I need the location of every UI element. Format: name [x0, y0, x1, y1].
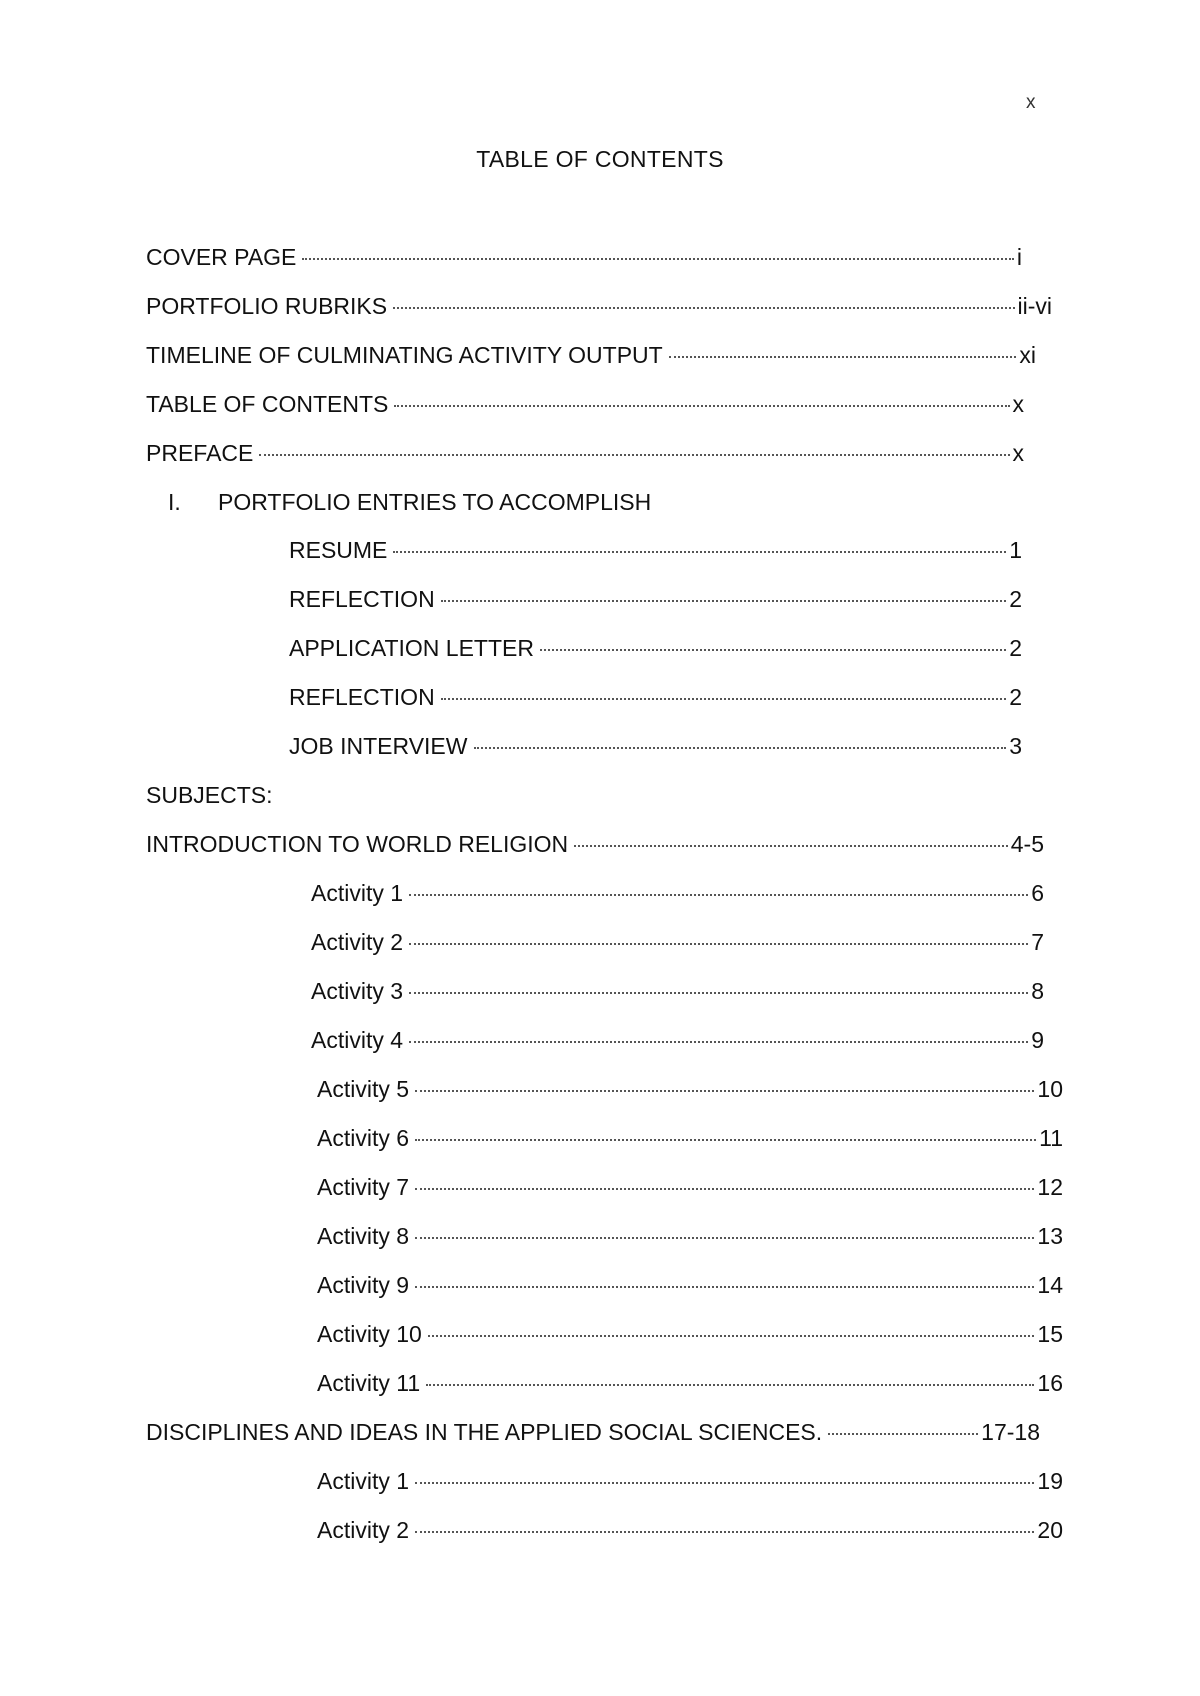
section-number: I.	[168, 489, 181, 515]
toc-entry-label: TIMELINE OF CULMINATING ACTIVITY OUTPUT	[146, 342, 663, 368]
section-title: PORTFOLIO ENTRIES TO ACCOMPLISH	[218, 489, 652, 515]
toc-entry-activity[interactable]	[317, 1319, 1063, 1349]
toc-entry-page: 16	[1037, 1370, 1063, 1396]
toc-entry-page: i	[1016, 244, 1022, 270]
dot-leader	[409, 943, 1028, 945]
toc-entry-label: Activity 5	[317, 1076, 410, 1102]
toc-entry-page: x	[1012, 391, 1024, 417]
dot-leader	[415, 1139, 1036, 1141]
dot-leader	[393, 551, 1006, 553]
toc-entry-label: Activity 10	[317, 1321, 422, 1347]
toc-entry-label: Activity 1	[311, 880, 404, 906]
toc-entry-page: 1	[1009, 537, 1022, 563]
toc-entry-page: 3	[1009, 733, 1022, 759]
dot-leader	[394, 405, 1009, 407]
toc-entry-activity[interactable]	[317, 1515, 1063, 1545]
toc-entry-label: RESUME	[289, 537, 388, 563]
toc-entry-label: Activity 4	[311, 1027, 404, 1053]
dot-leader	[441, 600, 1007, 602]
toc-entry-job-interview[interactable]	[289, 731, 1022, 761]
toc-entry-page: x	[1012, 440, 1024, 466]
toc-entry-activity[interactable]	[311, 878, 1044, 908]
toc-entry-label: Activity 3	[311, 978, 404, 1004]
toc-entry-activity[interactable]	[317, 1074, 1063, 1104]
toc-entry-page: 7	[1031, 929, 1044, 955]
toc-entry-label: JOB INTERVIEW	[289, 733, 468, 759]
toc-entry-reflection[interactable]	[289, 584, 1022, 614]
toc-entry-page: ii-vi	[1017, 293, 1052, 319]
toc-entry-label: Activity 2	[311, 929, 404, 955]
toc-entry-activity[interactable]	[317, 1368, 1063, 1398]
toc-entry-label: Activity 6	[317, 1125, 410, 1151]
dot-leader	[574, 845, 1008, 847]
dot-leader	[415, 1482, 1034, 1484]
toc-entry-activity[interactable]	[317, 1123, 1063, 1153]
toc-entry-page: 9	[1031, 1027, 1044, 1053]
toc-entry-activity[interactable]	[311, 927, 1044, 957]
toc-entry-label: TABLE OF CONTENTS	[146, 391, 389, 417]
toc-entry-page: 8	[1031, 978, 1044, 1004]
dot-leader	[409, 992, 1028, 994]
toc-entry-page: 20	[1037, 1517, 1063, 1543]
toc-entry-activity[interactable]	[317, 1172, 1063, 1202]
dot-leader	[415, 1237, 1034, 1239]
dot-leader	[415, 1090, 1034, 1092]
toc-entry-cover-page[interactable]	[146, 242, 1022, 272]
toc-entry-label: Activity 7	[317, 1174, 410, 1200]
dot-leader	[441, 698, 1007, 700]
toc-entry-label: Activity 1	[317, 1468, 410, 1494]
dot-leader	[393, 307, 1014, 309]
toc-entry-application-letter[interactable]	[289, 633, 1022, 663]
toc-entry-label: INTRODUCTION TO WORLD RELIGION	[146, 831, 569, 857]
toc-entry-label: PREFACE	[146, 440, 254, 466]
toc-entry-label: REFLECTION	[289, 586, 435, 612]
toc-entry-label: COVER PAGE	[146, 244, 297, 270]
subjects-heading: SUBJECTS:	[146, 782, 273, 808]
toc-entry-label: Activity 8	[317, 1223, 410, 1249]
toc-entry-page: 2	[1009, 684, 1022, 710]
toc-entry-label: APPLICATION LETTER	[289, 635, 534, 661]
toc-entry-page: 11	[1039, 1125, 1063, 1151]
toc-entry-activity[interactable]	[317, 1270, 1063, 1300]
page-title: TABLE OF CONTENTS	[476, 146, 724, 172]
dot-leader	[474, 747, 1007, 749]
dot-leader	[409, 1041, 1028, 1043]
dot-leader	[415, 1531, 1034, 1533]
toc-entry-activity[interactable]	[311, 976, 1044, 1006]
toc-entry-activity[interactable]	[311, 1025, 1044, 1055]
toc-entry-label: Activity 9	[317, 1272, 410, 1298]
dot-leader	[409, 894, 1028, 896]
toc-entry-activity[interactable]	[317, 1221, 1063, 1251]
dot-leader	[426, 1384, 1034, 1386]
dot-leader	[415, 1286, 1034, 1288]
toc-entry-label: REFLECTION	[289, 684, 435, 710]
toc-entry-label: Activity 2	[317, 1517, 410, 1543]
dot-leader	[669, 356, 1017, 358]
toc-entry-page: 17-18	[981, 1419, 1040, 1445]
toc-entry-preface[interactable]	[146, 438, 1024, 468]
dot-leader	[540, 649, 1006, 651]
dot-leader	[302, 258, 1013, 260]
toc-entry-label: PORTFOLIO RUBRIKS	[146, 293, 388, 319]
dot-leader	[428, 1335, 1035, 1337]
toc-entry-label: Activity 11	[317, 1370, 421, 1396]
toc-entry-label: DISCIPLINES AND IDEAS IN THE APPLIED SOCIAL SCIENCES.	[146, 1419, 823, 1445]
toc-entry-page: 13	[1037, 1223, 1063, 1249]
page-number: x	[1026, 92, 1036, 113]
toc-entry-page: 6	[1031, 880, 1044, 906]
toc-entry-page: 19	[1037, 1468, 1063, 1494]
toc-entry-applied-social-sciences[interactable]	[146, 1417, 1040, 1447]
section-heading	[168, 487, 651, 517]
dot-leader	[415, 1188, 1034, 1190]
toc-entry-page: 2	[1009, 586, 1022, 612]
toc-entry-page: 12	[1037, 1174, 1063, 1200]
toc-entry-page: 10	[1037, 1076, 1063, 1102]
toc-entry-activity[interactable]	[317, 1466, 1063, 1496]
dot-leader	[259, 454, 1009, 456]
toc-entry-timeline[interactable]	[146, 340, 1036, 370]
toc-entry-page: xi	[1019, 342, 1036, 368]
dot-leader	[828, 1433, 978, 1435]
toc-entry-page: 15	[1037, 1321, 1063, 1347]
toc-entry-page: 4-5	[1010, 831, 1044, 857]
toc-entry-page: 14	[1037, 1272, 1063, 1298]
toc-entry-page: 2	[1009, 635, 1022, 661]
toc-entry-portfolio-rubriks[interactable]	[146, 291, 1052, 321]
toc-entry-reflection[interactable]	[289, 682, 1022, 712]
toc-entry-world-religion[interactable]	[146, 829, 1044, 859]
toc-entry-table-of-contents[interactable]	[146, 389, 1024, 419]
toc-entry-resume[interactable]	[289, 535, 1022, 565]
